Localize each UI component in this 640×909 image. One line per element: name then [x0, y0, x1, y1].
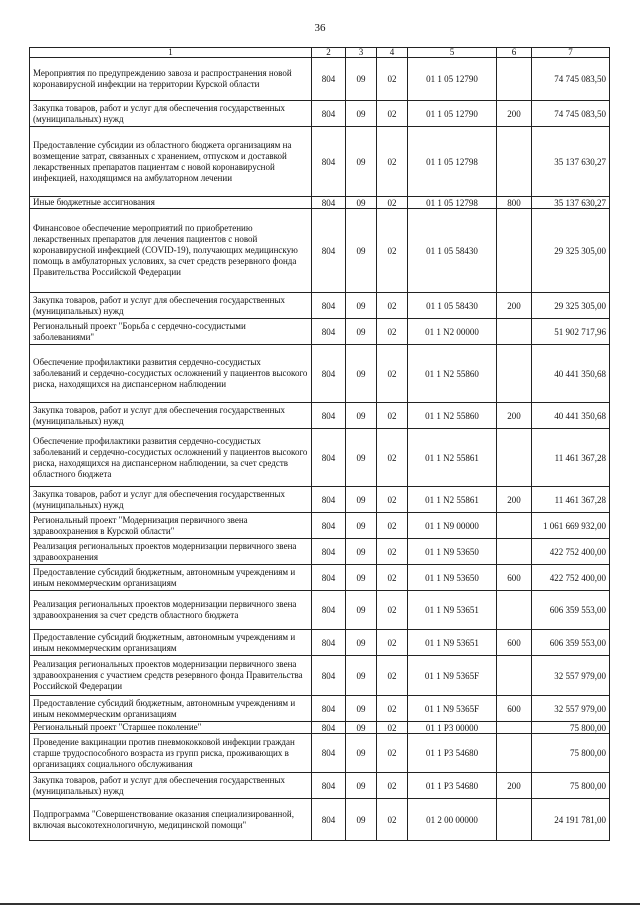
row-description: Подпрограмма "Совершенствование оказания специализированной, включая высокотехнологичную, медицинской помощи" — [30, 799, 312, 841]
section-code: 09 — [346, 197, 377, 209]
target-article-code: 01 1 05 58430 — [408, 209, 497, 293]
table-row — [30, 197, 610, 209]
amount: 35 137 630,27 — [532, 197, 610, 209]
row-description: Предоставление субсидий бюджетным, автономным учреждениям и иным некоммерческим организациям — [30, 630, 312, 656]
rzpr-code: 804 — [312, 319, 346, 345]
row-description: Реализация региональных проектов модернизации первичного звена здравоохранения — [30, 539, 312, 565]
expense-type-code — [497, 209, 532, 293]
table-row — [30, 58, 610, 101]
amount: 24 191 781,00 — [532, 799, 610, 841]
rzpr-code: 804 — [312, 696, 346, 722]
rzpr-code: 804 — [312, 403, 346, 429]
amount: 29 325 305,00 — [532, 293, 610, 319]
table-row — [30, 127, 610, 197]
table-row — [30, 101, 610, 127]
subsection-code: 02 — [377, 127, 408, 197]
expense-type-code: 600 — [497, 696, 532, 722]
expense-type-code — [497, 591, 532, 630]
expense-type-code: 200 — [497, 487, 532, 513]
expense-type-code — [497, 513, 532, 539]
row-description: Предоставление субсидии из областного бюджета организациям на возмещение затрат, связанных с хранением, отпуском и доставкой лекарственных препаратов пациентам с новой коронавирусной инфекцией, находящимся на амбулаторном лечении — [30, 127, 312, 197]
column-number: 3 — [346, 48, 377, 58]
expense-type-code — [497, 734, 532, 773]
page-number: 36 — [314, 22, 326, 34]
subsection-code: 02 — [377, 345, 408, 403]
subsection-code: 02 — [377, 293, 408, 319]
expense-type-code — [497, 722, 532, 734]
target-article-code: 01 1 N9 53651 — [408, 591, 497, 630]
rzpr-code: 804 — [312, 127, 346, 197]
target-article-code: 01 1 05 12798 — [408, 197, 497, 209]
section-code: 09 — [346, 127, 377, 197]
table-row — [30, 293, 610, 319]
subsection-code: 02 — [377, 630, 408, 656]
column-number-row — [30, 48, 610, 58]
column-number: 6 — [497, 48, 532, 58]
column-number: 4 — [377, 48, 408, 58]
expense-type-code — [497, 656, 532, 696]
table-row — [30, 209, 610, 293]
target-article-code: 01 1 N9 53651 — [408, 630, 497, 656]
rzpr-code: 804 — [312, 58, 346, 101]
table-row — [30, 696, 610, 722]
expense-type-code — [497, 58, 532, 101]
amount: 32 557 979,00 — [532, 696, 610, 722]
section-code: 09 — [346, 539, 377, 565]
table-row — [30, 565, 610, 591]
rzpr-code: 804 — [312, 722, 346, 734]
amount: 1 061 669 932,00 — [532, 513, 610, 539]
amount: 75 800,00 — [532, 773, 610, 799]
table-row — [30, 539, 610, 565]
row-description: Региональный проект "Модернизация первичного звена здравоохранения в Курской области" — [30, 513, 312, 539]
row-description: Реализация региональных проектов модернизации первичного звена здравоохранения с участием средств резервного фонда Правительства Российской Федерации — [30, 656, 312, 696]
section-code: 09 — [346, 656, 377, 696]
target-article-code: 01 1 N9 00000 — [408, 513, 497, 539]
section-code: 09 — [346, 722, 377, 734]
table-row — [30, 513, 610, 539]
expense-type-code — [497, 319, 532, 345]
target-article-code: 01 1 P3 54680 — [408, 773, 497, 799]
rzpr-code: 804 — [312, 591, 346, 630]
target-article-code: 01 1 N9 53650 — [408, 539, 497, 565]
row-description: Мероприятия по предупреждению завоза и распространения новой коронавирусной инфекции на территории Курской области — [30, 58, 312, 101]
table-row — [30, 429, 610, 487]
amount: 11 461 367,28 — [532, 487, 610, 513]
expense-type-code: 200 — [497, 403, 532, 429]
table-row — [30, 630, 610, 656]
budget-table-body — [30, 48, 610, 841]
amount: 40 441 350,68 — [532, 345, 610, 403]
rzpr-code: 804 — [312, 773, 346, 799]
subsection-code: 02 — [377, 487, 408, 513]
row-description: Обеспечение профилактики развития сердечно-сосудистых заболеваний и сердечно-сосудистых осложнений у пациентов высокого риска, находящихся на диспансерном наблюдении, за счет средств областного бюджета — [30, 429, 312, 487]
column-number: 7 — [532, 48, 610, 58]
section-code: 09 — [346, 345, 377, 403]
rzpr-code: 804 — [312, 429, 346, 487]
expense-type-code: 600 — [497, 565, 532, 591]
amount: 74 745 083,50 — [532, 101, 610, 127]
rzpr-code: 804 — [312, 734, 346, 773]
row-description: Региональный проект "Борьба с сердечно-сосудистыми заболеваниями" — [30, 319, 312, 345]
subsection-code: 02 — [377, 722, 408, 734]
expense-type-code — [497, 127, 532, 197]
amount: 11 461 367,28 — [532, 429, 610, 487]
page-bottom-edge — [0, 903, 640, 905]
amount: 75 800,00 — [532, 722, 610, 734]
table-row — [30, 734, 610, 773]
section-code: 09 — [346, 209, 377, 293]
table-row — [30, 799, 610, 841]
subsection-code: 02 — [377, 319, 408, 345]
row-description: Предоставление субсидий бюджетным, автономным учреждениям и иным некоммерческим организациям — [30, 565, 312, 591]
section-code: 09 — [346, 513, 377, 539]
rzpr-code: 804 — [312, 565, 346, 591]
expense-type-code — [497, 345, 532, 403]
target-article-code: 01 1 N2 55861 — [408, 429, 497, 487]
amount: 422 752 400,00 — [532, 539, 610, 565]
rzpr-code: 804 — [312, 513, 346, 539]
section-code: 09 — [346, 630, 377, 656]
target-article-code: 01 1 N9 53650 — [408, 565, 497, 591]
budget-table — [29, 47, 610, 841]
target-article-code: 01 1 P3 54680 — [408, 734, 497, 773]
expense-type-code — [497, 539, 532, 565]
target-article-code: 01 1 05 12790 — [408, 101, 497, 127]
subsection-code: 02 — [377, 565, 408, 591]
amount: 51 902 717,96 — [532, 319, 610, 345]
section-code: 09 — [346, 565, 377, 591]
subsection-code: 02 — [377, 656, 408, 696]
rzpr-code: 804 — [312, 197, 346, 209]
amount: 606 359 553,00 — [532, 591, 610, 630]
row-description: Закупка товаров, работ и услуг для обеспечения государственных (муниципальных) нужд — [30, 293, 312, 319]
table-row — [30, 345, 610, 403]
section-code: 09 — [346, 696, 377, 722]
section-code: 09 — [346, 429, 377, 487]
subsection-code: 02 — [377, 197, 408, 209]
column-number: 1 — [30, 48, 312, 58]
section-code: 09 — [346, 773, 377, 799]
section-code: 09 — [346, 403, 377, 429]
amount: 32 557 979,00 — [532, 656, 610, 696]
subsection-code: 02 — [377, 209, 408, 293]
subsection-code: 02 — [377, 429, 408, 487]
section-code: 09 — [346, 487, 377, 513]
rzpr-code: 804 — [312, 656, 346, 696]
rzpr-code: 804 — [312, 293, 346, 319]
amount: 422 752 400,00 — [532, 565, 610, 591]
target-article-code: 01 1 N2 55860 — [408, 403, 497, 429]
row-description: Реализация региональных проектов модернизации первичного звена здравоохранения за счет средств областного бюджета — [30, 591, 312, 630]
expense-type-code — [497, 799, 532, 841]
subsection-code: 02 — [377, 513, 408, 539]
row-description: Закупка товаров, работ и услуг для обеспечения государственных (муниципальных) нужд — [30, 403, 312, 429]
target-article-code: 01 1 P3 00000 — [408, 722, 497, 734]
row-description: Обеспечение профилактики развития сердечно-сосудистых заболеваний и сердечно-сосудистых осложнений у пациентов высокого риска, находящихся на диспансерном наблюдении — [30, 345, 312, 403]
section-code: 09 — [346, 799, 377, 841]
target-article-code: 01 1 N2 55860 — [408, 345, 497, 403]
target-article-code: 01 1 05 12798 — [408, 127, 497, 197]
table-row — [30, 773, 610, 799]
rzpr-code: 804 — [312, 101, 346, 127]
table-row — [30, 591, 610, 630]
subsection-code: 02 — [377, 799, 408, 841]
column-number: 5 — [408, 48, 497, 58]
table-row — [30, 722, 610, 734]
rzpr-code: 804 — [312, 630, 346, 656]
section-code: 09 — [346, 101, 377, 127]
table-row — [30, 403, 610, 429]
table-row — [30, 656, 610, 696]
subsection-code: 02 — [377, 773, 408, 799]
amount: 29 325 305,00 — [532, 209, 610, 293]
rzpr-code: 804 — [312, 345, 346, 403]
subsection-code: 02 — [377, 591, 408, 630]
table-row — [30, 319, 610, 345]
rzpr-code: 804 — [312, 209, 346, 293]
rzpr-code: 804 — [312, 539, 346, 565]
target-article-code: 01 1 N9 5365F — [408, 696, 497, 722]
amount: 75 800,00 — [532, 734, 610, 773]
row-description: Предоставление субсидий бюджетным, автономным учреждениям и иным некоммерческим организациям — [30, 696, 312, 722]
amount: 74 745 083,50 — [532, 58, 610, 101]
row-description: Финансовое обеспечение мероприятий по приобретению лекарственных препаратов для лечения пациентов с новой коронавирусной инфекцией (COVID-19), получающих медицинскую помощь в амбулаторных условиях, за счет средств резервного фонда Правительства Российской Федерации — [30, 209, 312, 293]
expense-type-code: 200 — [497, 293, 532, 319]
section-code: 09 — [346, 293, 377, 319]
amount: 606 359 553,00 — [532, 630, 610, 656]
section-code: 09 — [346, 58, 377, 101]
expense-type-code: 200 — [497, 773, 532, 799]
row-description: Закупка товаров, работ и услуг для обеспечения государственных (муниципальных) нужд — [30, 101, 312, 127]
row-description: Иные бюджетные ассигнования — [30, 197, 312, 209]
expense-type-code: 200 — [497, 101, 532, 127]
rzpr-code: 804 — [312, 799, 346, 841]
target-article-code: 01 1 05 58430 — [408, 293, 497, 319]
target-article-code: 01 2 00 00000 — [408, 799, 497, 841]
column-number: 2 — [312, 48, 346, 58]
section-code: 09 — [346, 734, 377, 773]
table-row — [30, 487, 610, 513]
section-code: 09 — [346, 591, 377, 630]
expense-type-code — [497, 429, 532, 487]
row-description: Проведение вакцинации против пневмококковой инфекции граждан старше трудоспособного возраста из групп риска, проживающих в организациях социального обслуживания — [30, 734, 312, 773]
amount: 40 441 350,68 — [532, 403, 610, 429]
row-description: Региональный проект "Старшее поколение" — [30, 722, 312, 734]
expense-type-code: 800 — [497, 197, 532, 209]
target-article-code: 01 1 05 12790 — [408, 58, 497, 101]
expense-type-code: 600 — [497, 630, 532, 656]
subsection-code: 02 — [377, 101, 408, 127]
subsection-code: 02 — [377, 58, 408, 101]
subsection-code: 02 — [377, 734, 408, 773]
subsection-code: 02 — [377, 403, 408, 429]
subsection-code: 02 — [377, 696, 408, 722]
subsection-code: 02 — [377, 539, 408, 565]
rzpr-code: 804 — [312, 487, 346, 513]
row-description: Закупка товаров, работ и услуг для обеспечения государственных (муниципальных) нужд — [30, 487, 312, 513]
target-article-code: 01 1 N2 55861 — [408, 487, 497, 513]
section-code: 09 — [346, 319, 377, 345]
target-article-code: 01 1 N9 5365F — [408, 656, 497, 696]
amount: 35 137 630,27 — [532, 127, 610, 197]
target-article-code: 01 1 N2 00000 — [408, 319, 497, 345]
row-description: Закупка товаров, работ и услуг для обеспечения государственных (муниципальных) нужд — [30, 773, 312, 799]
